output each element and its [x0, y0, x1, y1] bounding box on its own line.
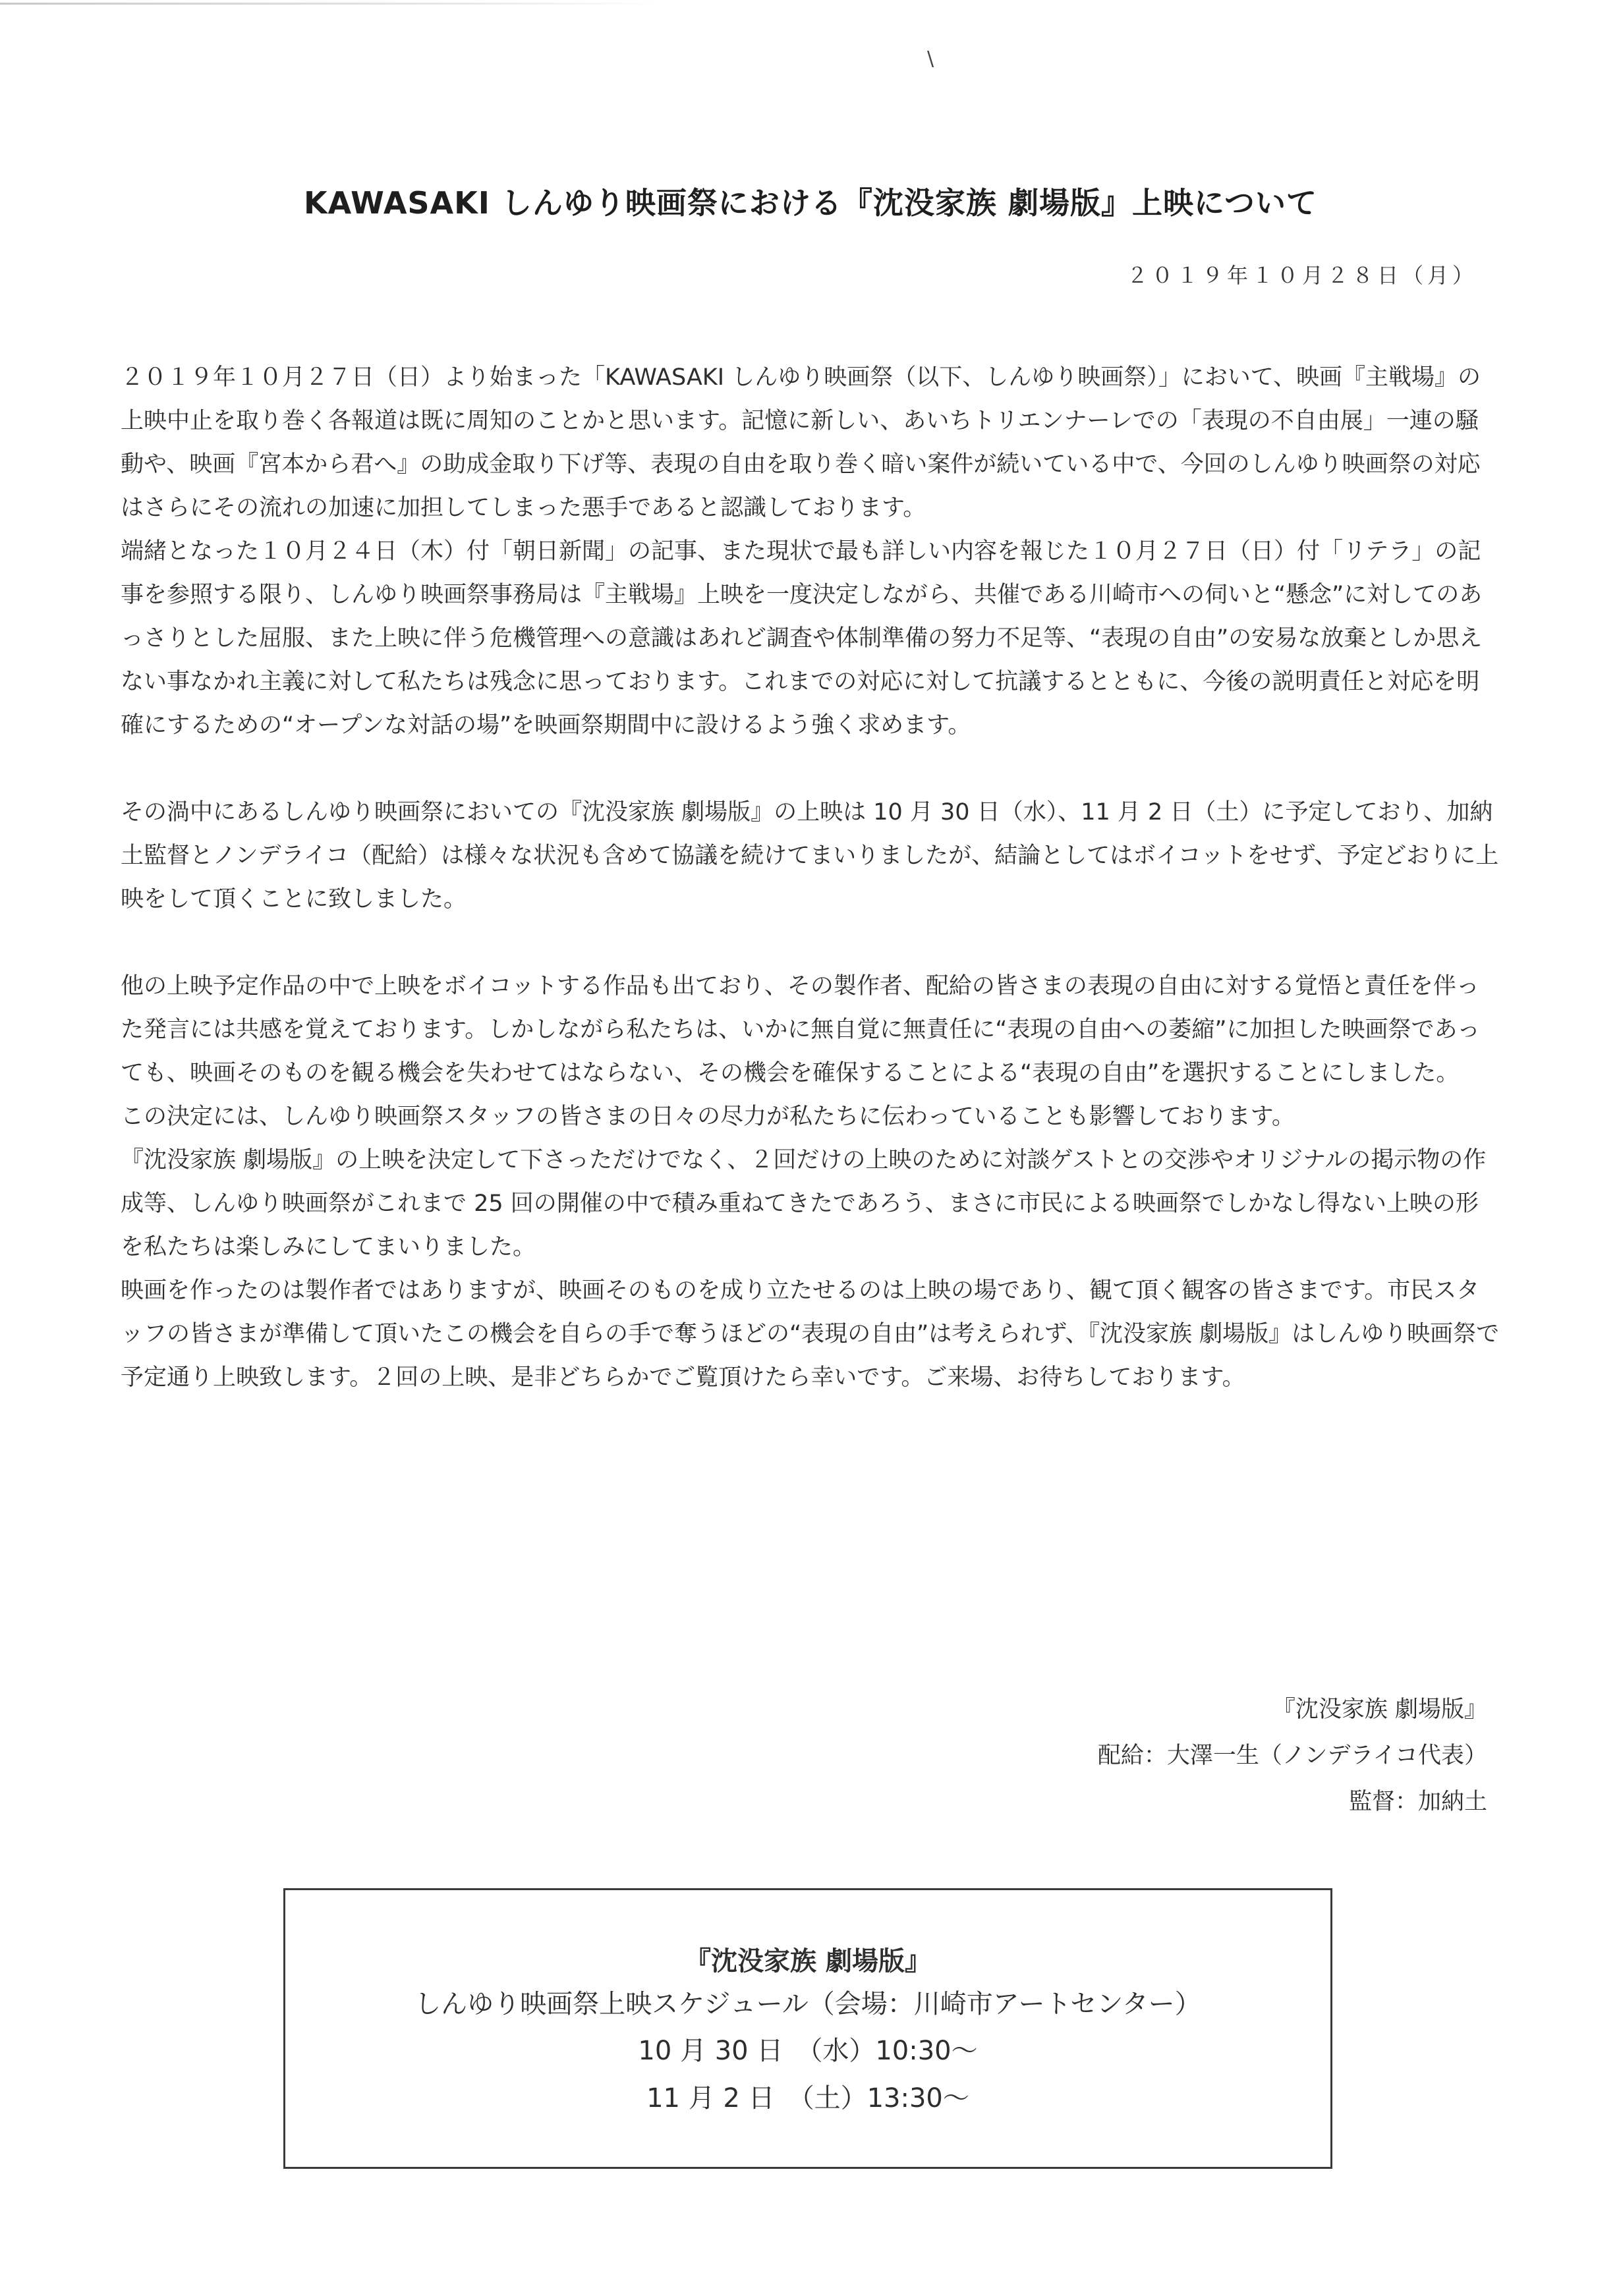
paragraph: 映画を作ったのは製作者ではありますが、映画そのものを成り立たせるのは上映の場であり、観て頂く観客の皆さまです。市民スタッフの皆さまが準備して頂いたこの機会を自らの手で奪うほどの“表現の自由”は考えられず、『沈没家族 劇場版』はしんゆり映画祭で予定通り上映致します。２回の上映、是非どちらかでご覧頂けたら幸いです。ご来場、お待ちしております。	[121, 1277, 1500, 1391]
paragraph: ２０１９年１０月２７日（日）より始まった「KAWASAKI しんゆり映画祭（以下、しんゆり映画祭）」において、映画『主戦場』の上映中止を取り巻く各報道は既に周知のことかと思います。記憶に新しい、あいちトリエンナーレでの「表現の不自由展」一連の騒動や、映画『宮本から君へ』の助成金取り下げ等、表現の自由を取り巻く暗い案件が続いている中で、今回のしんゆり映画祭の対応はさらにその流れの加速に加担してしまった悪手であると認識しております。	[121, 364, 1481, 521]
paragraph: 『沈没家族 劇場版』の上映を決定して下さっただけでなく、２回だけの上映のために対談ゲストとの交渉やオリジナルの掲示物の作成等、しんゆり映画祭がこれまで 25 回の開催の中で積み重ねてきたであろう、まさに市民による映画祭でしかなし得ない上映の形を私たちは楽しみにしてまいりました。	[121, 1147, 1487, 1260]
schedule-screening: 11 月 2 日 （土）13:30～	[646, 2083, 969, 2114]
paragraph: この決定には、しんゆり映画祭スタッフの皆さまの日々の尽力が私たちに伝わっていることも影響しております。	[121, 1104, 1295, 1130]
scan-mark: \	[927, 47, 934, 70]
schedule-title: 『沈没家族 劇場版』	[685, 1946, 931, 1976]
scan-edge-line	[0, 3, 659, 5]
paragraph: 端緒となった１０月２４日（木）付「朝日新聞」の記事、また現状で最も詳しい内容を報じた１０月２７日（日）付「リテラ」の記事を参照する限り、しんゆり映画祭事務局は『主戦場』上映を一度決定しながら、共催である川崎市への伺いと“懸念”に対してのあっさりとした屈服、また上映に伴う危機管理への意識はあれど調査や体制準備の努力不足等、“表現の自由”の安易な放棄としか思えない事なかれ主義に対して私たちは残念に思っております。これまでの対応に対して抗議するとともに、今後の説明責任と対応を明確にするための“オープンな対話の場”を映画祭期間中に設けるよう強く求めます。	[121, 538, 1483, 739]
paragraph-gap	[121, 747, 1501, 791]
signature-director: 監督：加納土	[1348, 1789, 1487, 1815]
document-body	[121, 356, 1501, 1399]
schedule-subtitle: しんゆり映画祭上映スケジュール（会場：川崎市アートセンター）	[414, 1989, 1201, 2019]
paragraph-gap	[121, 921, 1501, 965]
paragraph: 他の上映予定作品の中で上映をボイコットする作品も出ており、その製作者、配給の皆さまの表現の自由に対する覚悟と責任を伴った発言には共感を覚えております。しかしながら私たちは、いかに無自覚に無責任に“表現の自由への萎縮”に加担した映画祭であっても、映画そのものを観る機会を失わせてはならない、その機会を確保することによる“表現の自由”を選択することにしました。	[121, 973, 1481, 1086]
paragraph: その渦中にあるしんゆり映画祭においての『沈没家族 劇場版』の上映は 10 月 30 日（水）、11 月 2 日（土）に予定しており、加納土監督とノンデライコ（配給）は様々な状況も含めて協議を続けてまいりましたが、結論としてはボイコットをせず、予定どおりに上映をして頂くことに致しました。	[121, 799, 1499, 912]
schedule-screening: 10 月 30 日 （水）10:30～	[638, 2036, 978, 2066]
document-date: ２０１９年１０月２８日（月）	[1126, 263, 1477, 288]
signature-film: 『沈没家族 劇場版』	[1272, 1696, 1487, 1723]
signature-distributor: 配給：大澤一生（ノンデライコ代表）	[1097, 1743, 1487, 1769]
signature-block	[1098, 1687, 1487, 1825]
document-title: KAWASAKI しんゆり映画祭における『沈没家族 劇場版』上映について	[303, 185, 1318, 221]
schedule-box	[283, 1888, 1332, 2169]
